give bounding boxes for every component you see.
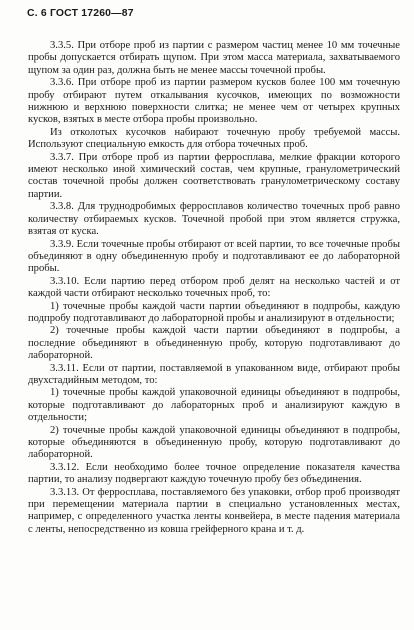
paragraph-3-3-5: 3.3.5. При отборе проб из партии с размером частиц менее 10 мм точечные пробы допускается отбирать щупом. При этом масса материала, захватываемого щупом за один раз, должна быть не менее массы точечной пробы. xyxy=(28,40,400,76)
document-body xyxy=(28,40,400,536)
page-header: С. 6 ГОСТ 17260—87 xyxy=(27,8,134,19)
paragraph-3-3-11-item-1: 1) точечные пробы каждой упаковочной единицы объединяют в подпробы, которые подготавливают до лабораторных проб и анализируют каждую в отдельности; xyxy=(28,387,400,424)
paragraph-3-3-11: 3.3.11. Если от партии, поставляемой в упакованном виде, отбирают пробы двухстадийным методом, то: xyxy=(28,362,400,386)
paragraph-3-3-11-item-2: 2) точечные пробы каждой упаковочной единицы объединяют в подпробы, которые объединяются в объединенную пробу, которую подготавливают до лабораторной. xyxy=(28,424,400,461)
paragraph-3-3-10: 3.3.10. Если партию перед отбором проб делят на несколько частей и от каждой части отбирают несколько точечных проб, то: xyxy=(28,275,400,300)
paragraph-3-3-13: 3.3.13. От ферросплава, поставляемого без упаковки, отбор проб производят при перемещении материала партии в специально установленных местах, например, с определенного участка ленты конвейера, в месте падения материала с ленты, непосредственно из ковша грейферного крана и т. д. xyxy=(28,486,400,535)
paragraph-3-3-8: 3.3.8. Для труднодробимых ферросплавов количество точечных проб равно количеству отбираемых кусков. Точечной пробой при этом является стружка, взятая от куска. xyxy=(28,201,400,238)
paragraph-3-3-10-item-1: 1) точечные пробы каждой части партии объединяют в подпробы, каждую подпробу подготавливают до лабораторной пробы и анализируют в отдельности; xyxy=(28,300,400,324)
paragraph-3-3-9: 3.3.9. Если точечные пробы отбирают от всей партии, то все точечные пробы объединяют в одну объединенную пробу и подготавливают ее до лабораторной пробы. xyxy=(28,238,400,275)
paragraph-3-3-12: 3.3.12. Если необходимо более точное определение показателя качества партии, то анализу подвергают каждую точечную пробу без объединения. xyxy=(28,461,400,486)
paragraph-3-3-6: 3.3.6. При отборе проб из партии размером кусков более 100 мм точечную пробу отбирают путем откалывания кусочков, имеющих по возможности нижнюю и верхнюю поверхности слитка; не менее чем от четырех крупных кусков, взятых в месте отбора пробы произвольно. xyxy=(28,77,400,126)
paragraph-3-3-7: 3.3.7. При отборе проб из партии ферросплава, мелкие фракции которого имеют несколько иной химический состав, чем крупные, гранулометрический состав точечной пробы должен соответствовать гранулометрическому составу партии. xyxy=(28,151,400,200)
paragraph-3-3-6-continued: Из отколотых кусочков набирают точечную пробу требуемой массы. Используют специальную емкость для отбора точечных проб. xyxy=(28,126,400,151)
paragraph-3-3-10-item-2: 2) точечные пробы каждой части партии объединяют в подпробы, а последние объединяют в объединенную пробу, которую подготавливают до лабораторной. xyxy=(28,325,400,362)
